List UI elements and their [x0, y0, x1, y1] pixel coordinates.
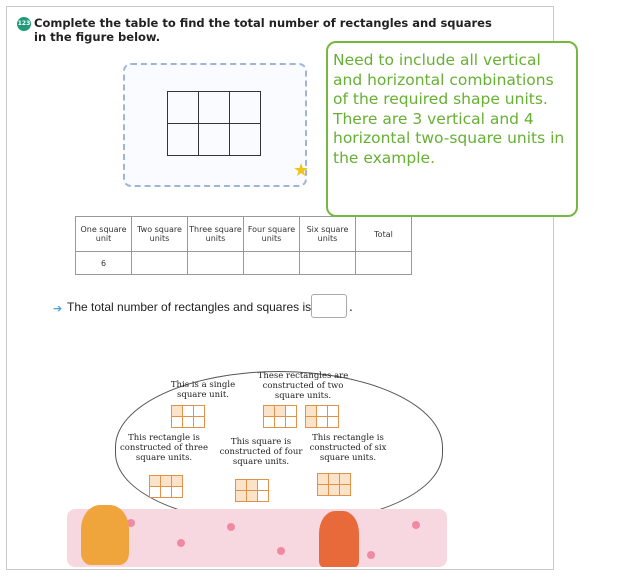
- bubble-text-two: These rectangles are constructed of two square units.: [257, 371, 349, 401]
- bubble-text-single: This is a single square unit.: [170, 380, 236, 400]
- value-four-squares[interactable]: [244, 252, 300, 275]
- arrow-right-icon: ➔: [53, 302, 63, 315]
- star-mascot-icon: ★: [293, 160, 310, 181]
- value-two-squares[interactable]: [132, 252, 188, 275]
- answer-sentence: The total number of rectangles and squares is: [67, 300, 312, 314]
- mini-grid-three: [149, 475, 183, 498]
- figure-grid: [167, 91, 261, 156]
- value-one-square: 6: [76, 252, 132, 275]
- header-three-squares: Three square units: [188, 217, 244, 252]
- mini-grid-single: [171, 405, 205, 428]
- bubble-text-four: This square is constructed of four square units.: [219, 437, 303, 467]
- mini-grid-six: [317, 473, 351, 496]
- sentence-period: .: [349, 300, 353, 314]
- question-text: Complete the table to find the total number of rectangles and squares in the figure below.: [34, 16, 492, 44]
- value-three-squares[interactable]: [188, 252, 244, 275]
- count-table: [75, 216, 412, 275]
- child-mascot-icon: [319, 511, 359, 567]
- header-six-squares: Six square units: [300, 217, 356, 252]
- hint-callout-text: Need to include all vertical and horizontal combinations of the required shape units. There are 3 vertical and 4 horizontal two-square units in the example.: [333, 51, 565, 167]
- header-four-squares: Four square units: [244, 217, 300, 252]
- question-number-badge: 123: [17, 17, 31, 31]
- mini-grid-two-vertical: [305, 405, 339, 428]
- bubble-text-six: This rectangle is constructed of six square units.: [309, 433, 387, 463]
- header-two-squares: Two square units: [132, 217, 188, 252]
- mini-grid-four: [235, 479, 269, 502]
- value-total[interactable]: [356, 252, 412, 275]
- mini-grid-two-horizontal: [263, 405, 297, 428]
- header-total: Total: [356, 217, 412, 252]
- answer-input-box[interactable]: [311, 294, 347, 318]
- cat-mascot-icon: [81, 505, 129, 565]
- value-six-squares[interactable]: [300, 252, 356, 275]
- bubble-text-three: This rectangle is constructed of three square units.: [120, 433, 208, 463]
- header-one-square: One square unit: [76, 217, 132, 252]
